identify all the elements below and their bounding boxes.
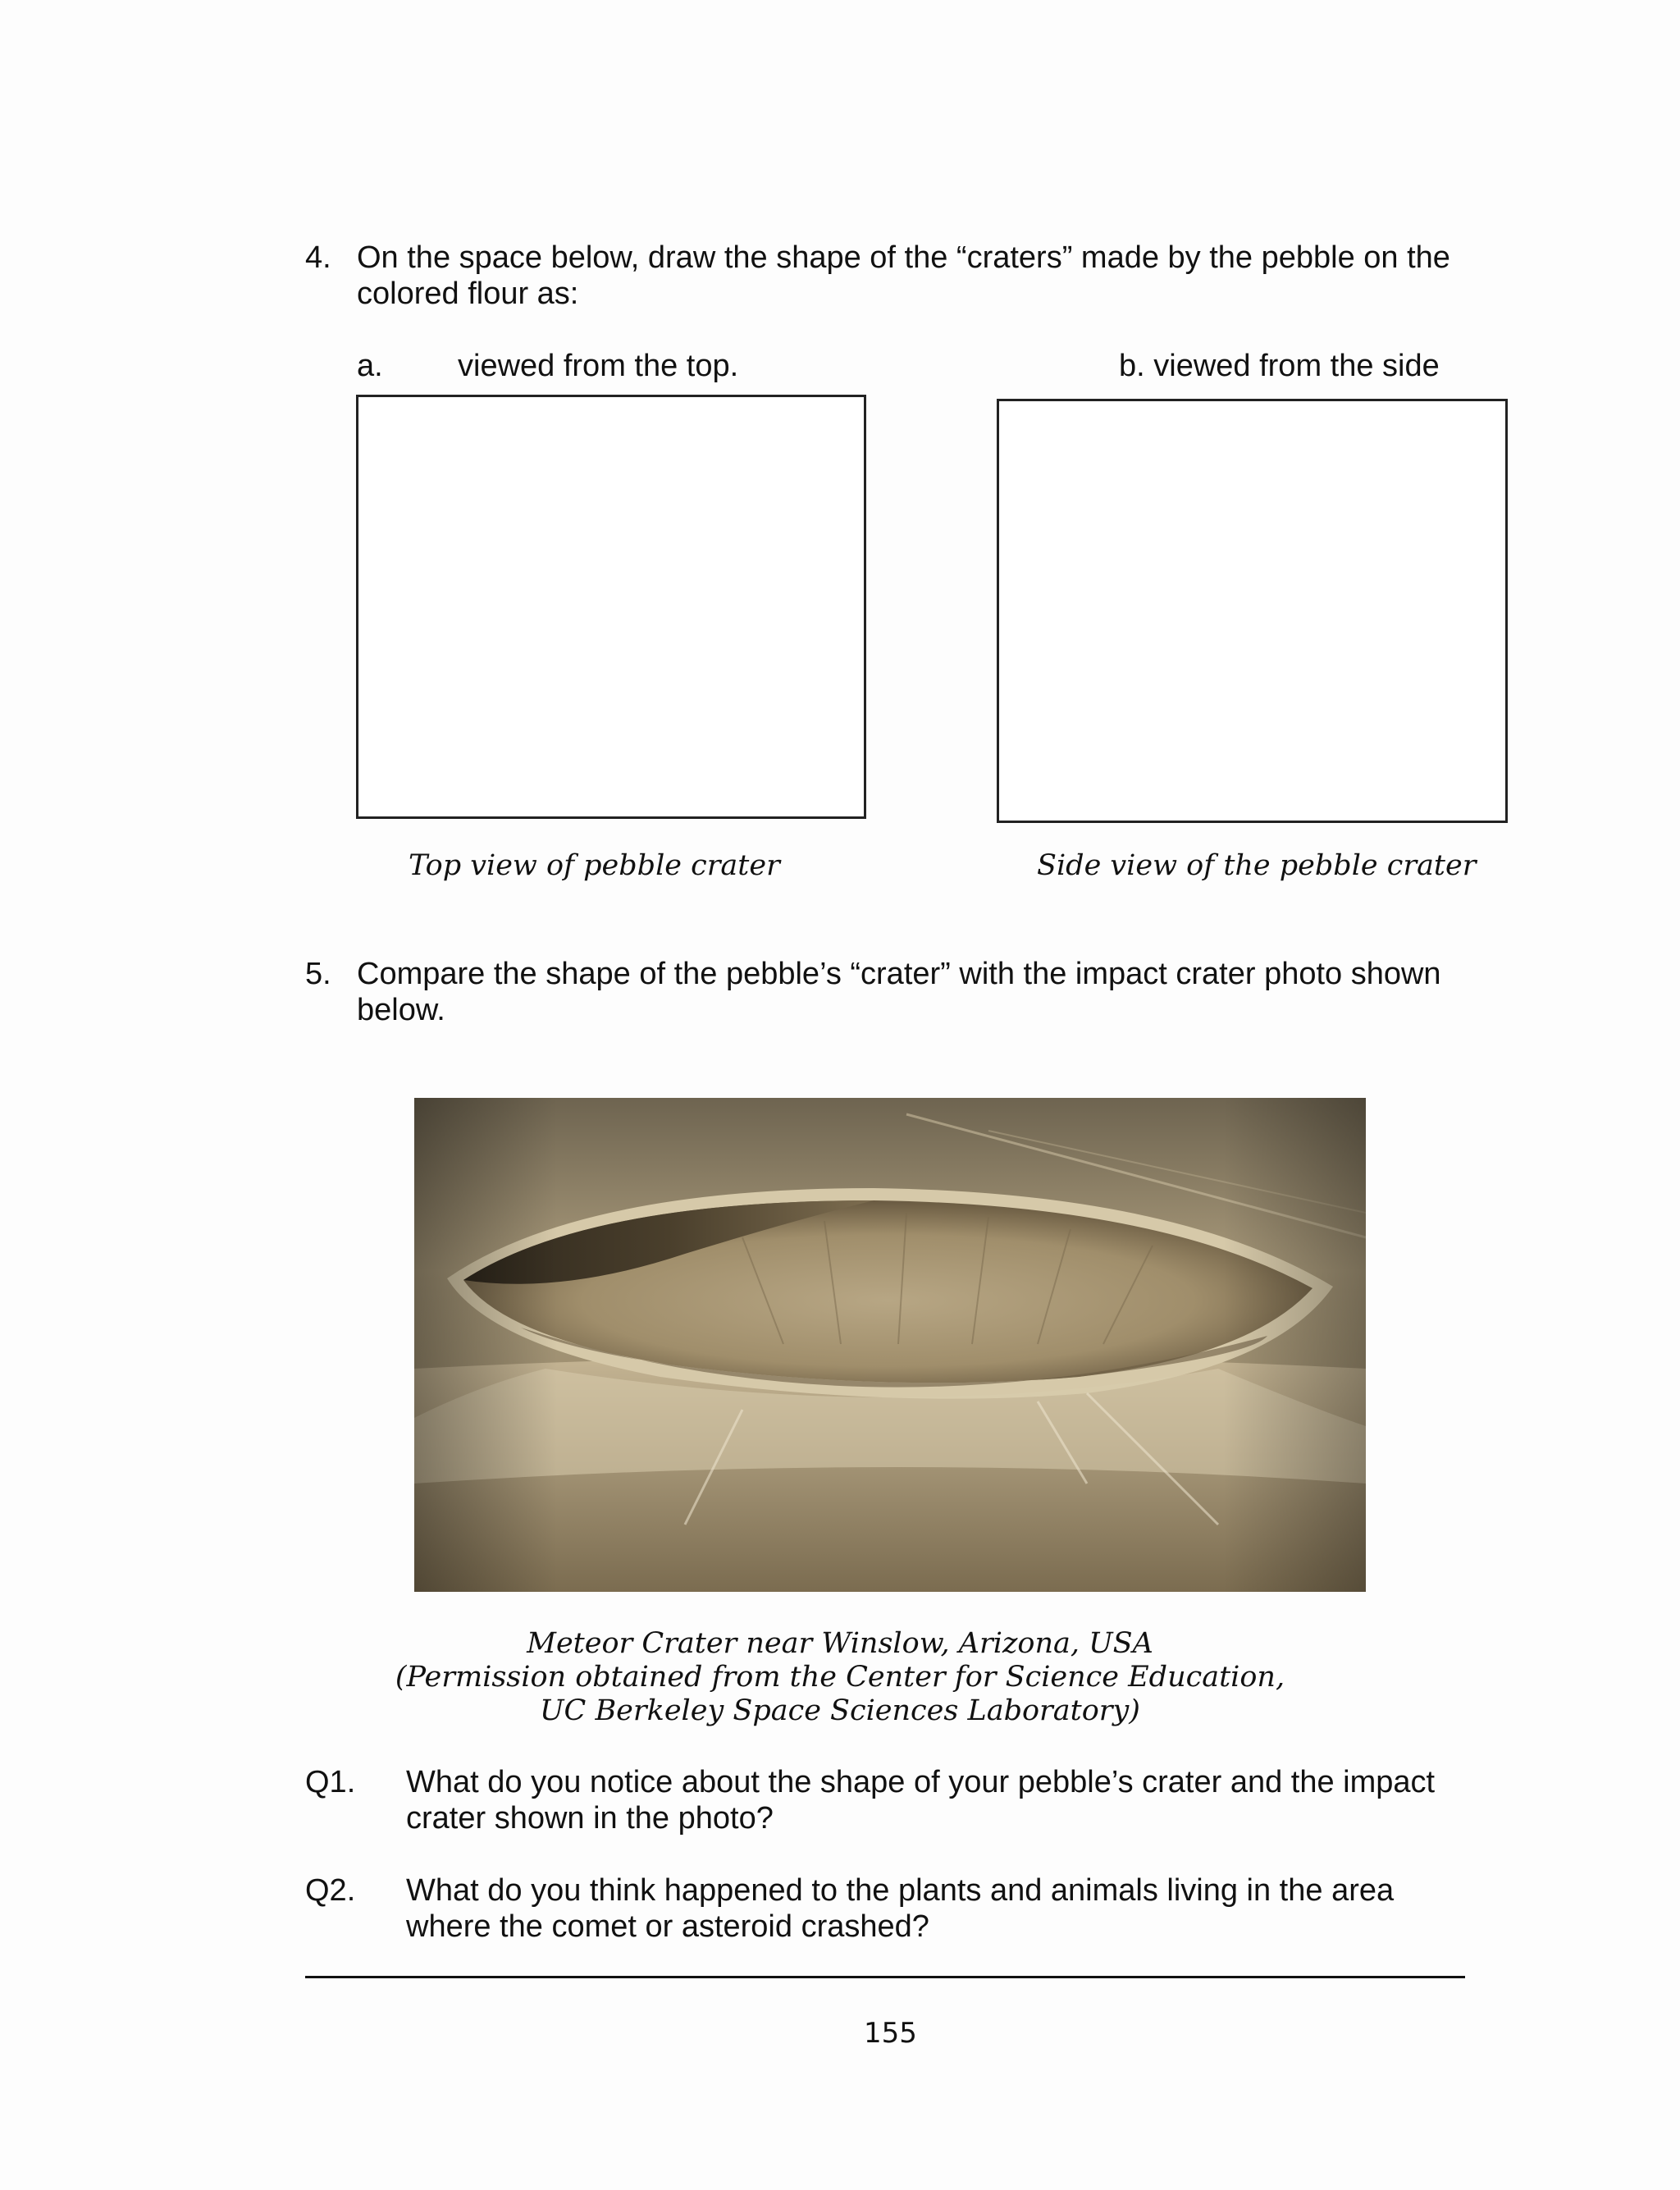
- q5-number: 5.: [305, 957, 331, 991]
- photo-caption-line3: UC Berkeley Space Sciences Laboratory): [540, 1694, 1140, 1727]
- top-view-caption: Top view of pebble crater: [409, 849, 780, 882]
- q4a-label: viewed from the top.: [458, 349, 739, 383]
- q2-text-line1: What do you think happened to the plants and animals living in the area: [406, 1873, 1395, 1908]
- photo-caption-line2: (Permission obtained from the Center for Science Education,: [395, 1661, 1285, 1694]
- meteor-crater-photo: [414, 1098, 1366, 1592]
- q4b-label: b. viewed from the side: [1119, 349, 1440, 383]
- q4-text-line1: On the space below, draw the shape of the “craters” made by the pebble on the: [357, 240, 1450, 275]
- q4a-letter: a.: [357, 349, 383, 383]
- q1-text-line1: What do you notice about the shape of your pebble’s crater and the impact: [406, 1765, 1436, 1799]
- side-view-drawing-box[interactable]: [997, 399, 1508, 823]
- q2-text-line2: where the comet or asteroid crashed?: [406, 1909, 929, 1944]
- top-view-drawing-box[interactable]: [356, 395, 866, 819]
- photo-caption-line1: Meteor Crater near Winslow, Arizona, USA: [527, 1627, 1153, 1660]
- answer-rule-line: [305, 1976, 1465, 1978]
- q1-label: Q1.: [305, 1765, 356, 1799]
- q5-text-line1: Compare the shape of the pebble’s “crater” with the impact crater photo shown: [357, 957, 1441, 991]
- q4-number: 4.: [305, 240, 331, 275]
- side-view-caption: Side view of the pebble crater: [1037, 849, 1477, 882]
- q4-text-line2: colored flour as:: [357, 277, 579, 311]
- page-number: 155: [864, 2017, 917, 2050]
- q5-text-line2: below.: [357, 993, 445, 1027]
- q2-label: Q2.: [305, 1873, 356, 1908]
- q1-text-line2: crater shown in the photo?: [406, 1801, 774, 1836]
